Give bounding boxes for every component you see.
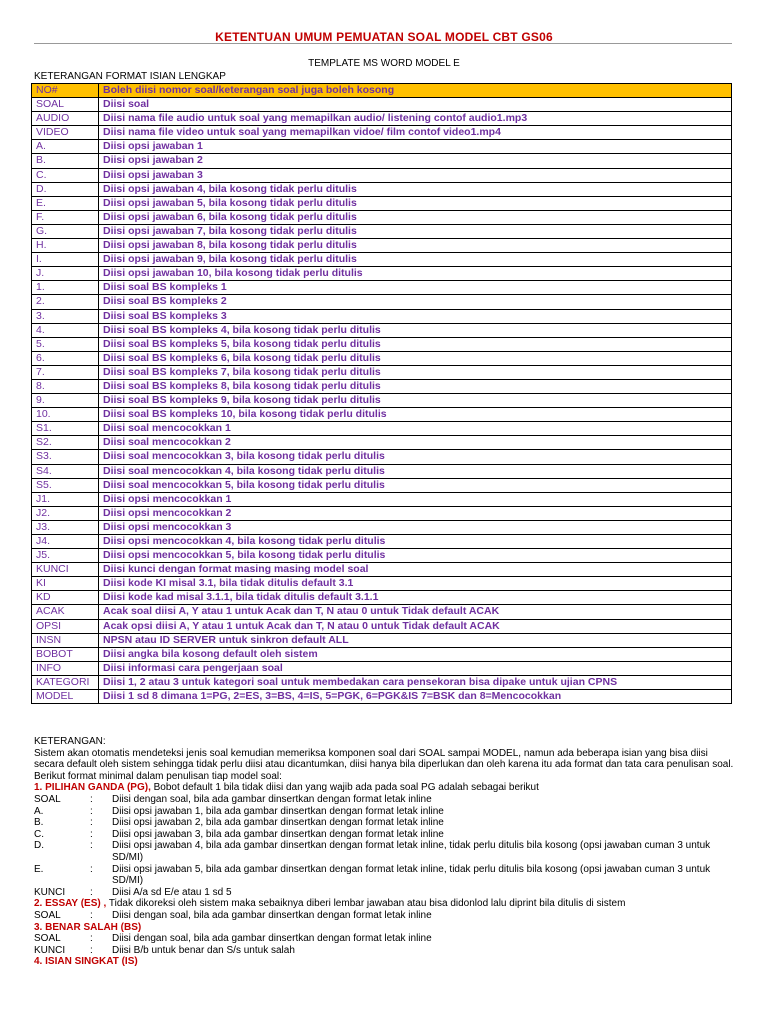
row-key: 10. — [32, 408, 99, 422]
row-description: Diisi opsi mencocokkan 4, bila kosong tidak perlu ditulis — [99, 535, 732, 549]
row-description: Acak soal diisi A, Y atau 1 untuk Acak dan T, N atau 0 untuk Tidak default ACAK — [99, 605, 732, 619]
table-row — [32, 126, 732, 140]
row-description: Diisi soal BS kompleks 1 — [99, 281, 732, 295]
row-key: SOAL — [32, 98, 99, 112]
table-row — [32, 478, 732, 492]
field-separator: : — [90, 933, 93, 945]
row-key: OPSI — [32, 619, 99, 633]
row-description: Boleh diisi nomor soal/keterangan soal juga boleh kosong — [99, 84, 732, 98]
row-key: S5. — [32, 478, 99, 492]
row-description: Diisi opsi mencocokkan 1 — [99, 492, 732, 506]
row-key: 7. — [32, 365, 99, 379]
field-separator: : — [90, 909, 93, 921]
field-value: Diisi dengan soal, bila ada gambar dinsertkan dengan format letak inline — [112, 909, 432, 921]
row-key: 6. — [32, 351, 99, 365]
row-key: J1. — [32, 492, 99, 506]
row-description: Diisi angka bila kosong default oleh sistem — [99, 647, 732, 661]
row-key: KD — [32, 591, 99, 605]
table-row — [32, 351, 732, 365]
field-value: Diisi opsi jawaban 4, bila ada gambar dinsertkan dengan format letak inline, tidak perlu ditulis bila kosong (opsi jawaban cuman 3 untuk SD/MI) — [112, 840, 711, 863]
es-description: Tidak dikoreksi oleh sistem maka sebaiknya diberi lembar jawaban atau bisa didonlod lalu diprint bila ditulis di sistem — [106, 898, 626, 910]
format-table — [31, 83, 732, 704]
row-description: Diisi opsi jawaban 10, bila kosong tidak perlu ditulis — [99, 267, 732, 281]
row-description: Diisi opsi jawaban 4, bila kosong tidak perlu ditulis — [99, 182, 732, 196]
row-description: Diisi opsi jawaban 2 — [99, 154, 732, 168]
field-value: Diisi opsi jawaban 3, bila ada gambar dinsertkan dengan format letak inline — [112, 828, 444, 840]
row-key: J4. — [32, 535, 99, 549]
es-field-list — [34, 910, 734, 922]
table-row — [32, 605, 732, 619]
title-divider — [34, 43, 732, 44]
field-separator: : — [90, 793, 93, 805]
row-description: Diisi kode KI misal 3.1, bila tidak ditulis default 3.1 — [99, 577, 732, 591]
row-key: S4. — [32, 464, 99, 478]
row-description: Diisi soal BS kompleks 3 — [99, 309, 732, 323]
field-row — [34, 794, 734, 806]
field-row — [34, 864, 734, 887]
row-key: AUDIO — [32, 112, 99, 126]
row-key: B. — [32, 154, 99, 168]
es-section-title — [34, 898, 734, 910]
row-key: J2. — [32, 506, 99, 520]
row-key: S3. — [32, 450, 99, 464]
table-row — [32, 535, 732, 549]
table-row — [32, 154, 732, 168]
table-row — [32, 239, 732, 253]
notes-intro: Sistem akan otomatis mendeteksi jenis soal kemudian memeriksa komponen soal dari SOAL sampai MODEL, namun ada beberapa isian yang bisa diisi secara default oleh sistem sehingga tidak perlu diisi atau dicantumkan, diisi hanya bila diperlukan dan oleh karena itu ada format dan tata cara penulisan soal. Berikut format minimal dalam penulisan tiap model soal: — [34, 747, 734, 782]
row-key: C. — [32, 168, 99, 182]
row-key: J5. — [32, 549, 99, 563]
is-heading: 4. ISIAN SINGKAT (IS) — [34, 956, 138, 968]
row-description: Diisi informasi cara pengerjaan soal — [99, 661, 732, 675]
table-row — [32, 690, 732, 704]
row-key: INSN — [32, 633, 99, 647]
field-value: Diisi dengan soal, bila ada gambar dinsertkan dengan format letak inline — [112, 933, 432, 945]
row-key: INFO — [32, 661, 99, 675]
field-label: KUNCI — [34, 944, 66, 956]
row-key: 1. — [32, 281, 99, 295]
row-key: S2. — [32, 436, 99, 450]
row-description: Diisi soal BS kompleks 8, bila kosong tidak perlu ditulis — [99, 379, 732, 393]
field-separator: : — [90, 805, 93, 817]
row-description: Diisi 1 sd 8 dimana 1=PG, 2=ES, 3=BS, 4=IS, 5=PGK, 6=PGK&IS 7=BSK dan 8=Mencocokkan — [99, 690, 732, 704]
row-key: MODEL — [32, 690, 99, 704]
table-row — [32, 633, 732, 647]
row-key: H. — [32, 239, 99, 253]
field-label: E. — [34, 863, 44, 875]
table-row — [32, 112, 732, 126]
table-row — [32, 168, 732, 182]
table-row — [32, 210, 732, 224]
table-row — [32, 196, 732, 210]
row-description: Diisi soal BS kompleks 4, bila kosong tidak perlu ditulis — [99, 323, 732, 337]
row-description: Diisi 1, 2 atau 3 untuk kategori soal untuk membedakan cara pensekoran bisa dipake untuk ujian CPNS — [99, 675, 732, 689]
table-row — [32, 464, 732, 478]
row-key: 5. — [32, 337, 99, 351]
table-row — [32, 577, 732, 591]
row-description: Diisi soal mencocokkan 1 — [99, 422, 732, 436]
table-row — [32, 224, 732, 238]
row-key: BOBOT — [32, 647, 99, 661]
table-row — [32, 436, 732, 450]
pg-heading: 1. PILIHAN GANDA (PG), — [34, 782, 151, 794]
table-row — [32, 182, 732, 196]
table-row — [32, 323, 732, 337]
field-separator: : — [90, 944, 93, 956]
field-label: SOAL — [34, 909, 61, 921]
table-row — [32, 450, 732, 464]
row-description: Diisi opsi mencocokkan 5, bila kosong tidak perlu ditulis — [99, 549, 732, 563]
table-row — [32, 492, 732, 506]
pg-field-list — [34, 794, 734, 898]
row-description: Diisi kode kad misal 3.1.1, bila tidak ditulis default 3.1.1 — [99, 591, 732, 605]
bs-heading: 3. BENAR SALAH (BS) — [34, 921, 142, 933]
field-separator: : — [90, 840, 93, 852]
row-description: Diisi opsi jawaban 3 — [99, 168, 732, 182]
field-value: Diisi opsi jawaban 5, bila ada gambar dinsertkan dengan format letak inline, tidak perlu ditulis bila kosong (opsi jawaban cuman 3 untuk SD/MI) — [112, 863, 711, 887]
pg-description: Bobot default 1 bila tidak diisi dan yang wajib ada pada soal PG adalah sebagai berikut — [150, 782, 539, 794]
row-description: NPSN atau ID SERVER untuk sinkron default ALL — [99, 633, 732, 647]
field-row — [34, 817, 734, 829]
row-description: Diisi soal BS kompleks 6, bila kosong tidak perlu ditulis — [99, 351, 732, 365]
bs-field-list — [34, 933, 734, 956]
table-row — [32, 408, 732, 422]
row-key: J3. — [32, 520, 99, 534]
table-row — [32, 675, 732, 689]
row-key: 8. — [32, 379, 99, 393]
field-separator: : — [90, 817, 93, 829]
row-description: Diisi opsi mencocokkan 3 — [99, 520, 732, 534]
row-description: Diisi soal mencocokkan 2 — [99, 436, 732, 450]
table-row — [32, 365, 732, 379]
table-row — [32, 267, 732, 281]
row-description: Diisi soal BS kompleks 10, bila kosong tidak perlu ditulis — [99, 408, 732, 422]
field-label: KUNCI — [34, 886, 66, 898]
row-description: Diisi soal — [99, 98, 732, 112]
table-row — [32, 281, 732, 295]
field-separator: : — [90, 863, 93, 875]
row-description: Diisi opsi jawaban 9, bila kosong tidak perlu ditulis — [99, 253, 732, 267]
table-row — [32, 506, 732, 520]
field-label: C. — [34, 828, 44, 840]
table-row — [32, 84, 732, 98]
row-key: E. — [32, 196, 99, 210]
field-row — [34, 829, 734, 841]
row-key: I. — [32, 253, 99, 267]
table-row — [32, 140, 732, 154]
table-row — [32, 295, 732, 309]
field-row — [34, 945, 734, 957]
row-key: 2. — [32, 295, 99, 309]
row-key: S1. — [32, 422, 99, 436]
field-label: SOAL — [34, 933, 61, 945]
field-row — [34, 806, 734, 818]
field-row — [34, 933, 734, 945]
row-key: J. — [32, 267, 99, 281]
table-row — [32, 563, 732, 577]
row-description: Diisi opsi jawaban 7, bila kosong tidak perlu ditulis — [99, 224, 732, 238]
document-subtitle: TEMPLATE MS WORD MODEL E — [308, 58, 460, 69]
row-description: Diisi soal mencocokkan 4, bila kosong tidak perlu ditulis — [99, 464, 732, 478]
table-row — [32, 647, 732, 661]
row-description: Diisi soal mencocokkan 3, bila kosong tidak perlu ditulis — [99, 450, 732, 464]
row-key: F. — [32, 210, 99, 224]
table-row — [32, 619, 732, 633]
row-key: ACAK — [32, 605, 99, 619]
row-key: A. — [32, 140, 99, 154]
field-row — [34, 887, 734, 899]
row-key: G. — [32, 224, 99, 238]
field-separator: : — [90, 886, 93, 898]
table-row — [32, 422, 732, 436]
row-description: Diisi opsi jawaban 5, bila kosong tidak perlu ditulis — [99, 196, 732, 210]
row-key: 9. — [32, 394, 99, 408]
row-key: 3. — [32, 309, 99, 323]
row-description: Diisi soal BS kompleks 9, bila kosong tidak perlu ditulis — [99, 394, 732, 408]
row-description: Diisi opsi mencocokkan 2 — [99, 506, 732, 520]
table-row — [32, 661, 732, 675]
notes-heading: KETERANGAN: — [34, 736, 106, 747]
row-key: 4. — [32, 323, 99, 337]
row-description: Diisi soal mencocokkan 5, bila kosong tidak perlu ditulis — [99, 478, 732, 492]
row-description: Diisi opsi jawaban 6, bila kosong tidak perlu ditulis — [99, 210, 732, 224]
field-value: Diisi B/b untuk benar dan S/s untuk salah — [112, 944, 295, 956]
row-description: Diisi nama file audio untuk soal yang memapilkan audio/ listening contof audio1.mp3 — [99, 112, 732, 126]
field-row — [34, 910, 734, 922]
field-label: A. — [34, 805, 44, 817]
row-description: Diisi nama file video untuk soal yang memapilkan vidoe/ film contof video1.mp4 — [99, 126, 732, 140]
field-separator: : — [90, 828, 93, 840]
table-row — [32, 520, 732, 534]
table-row — [32, 337, 732, 351]
row-description: Acak opsi diisi A, Y atau 1 untuk Acak dan T, N atau 0 untuk Tidak default ACAK — [99, 619, 732, 633]
table-caption: KETERANGAN FORMAT ISIAN LENGKAP — [34, 71, 226, 82]
row-key: KI — [32, 577, 99, 591]
row-description: Diisi opsi jawaban 8, bila kosong tidak perlu ditulis — [99, 239, 732, 253]
row-key: KATEGORI — [32, 675, 99, 689]
es-heading: 2. ESSAY (ES) , — [34, 898, 107, 910]
table-row — [32, 309, 732, 323]
field-value: Diisi opsi jawaban 1, bila ada gambar dinsertkan dengan format letak inline — [112, 805, 444, 817]
field-value: Diisi A/a sd E/e atau 1 sd 5 — [112, 886, 232, 898]
row-description: Diisi soal BS kompleks 7, bila kosong tidak perlu ditulis — [99, 365, 732, 379]
row-description: Diisi soal BS kompleks 5, bila kosong tidak perlu ditulis — [99, 337, 732, 351]
field-row — [34, 840, 734, 863]
table-row — [32, 98, 732, 112]
table-row — [32, 379, 732, 393]
row-key: KUNCI — [32, 563, 99, 577]
row-description: Diisi kunci dengan format masing masing model soal — [99, 563, 732, 577]
table-row — [32, 591, 732, 605]
document-title: KETENTUAN UMUM PEMUATAN SOAL MODEL CBT GS06 — [215, 30, 553, 44]
pg-section-title — [34, 782, 734, 794]
table-row — [32, 253, 732, 267]
field-value: Diisi opsi jawaban 2, bila ada gambar dinsertkan dengan format letak inline — [112, 817, 444, 829]
row-key: D. — [32, 182, 99, 196]
field-label: B. — [34, 817, 44, 829]
table-row — [32, 549, 732, 563]
field-label: D. — [34, 840, 44, 852]
field-label: SOAL — [34, 793, 61, 805]
row-key: VIDEO — [32, 126, 99, 140]
row-key: NO# — [32, 84, 99, 98]
row-description: Diisi opsi jawaban 1 — [99, 140, 732, 154]
notes-section — [34, 736, 734, 968]
row-description: Diisi soal BS kompleks 2 — [99, 295, 732, 309]
table-row — [32, 394, 732, 408]
field-value: Diisi dengan soal, bila ada gambar dinsertkan dengan format letak inline — [112, 793, 432, 805]
